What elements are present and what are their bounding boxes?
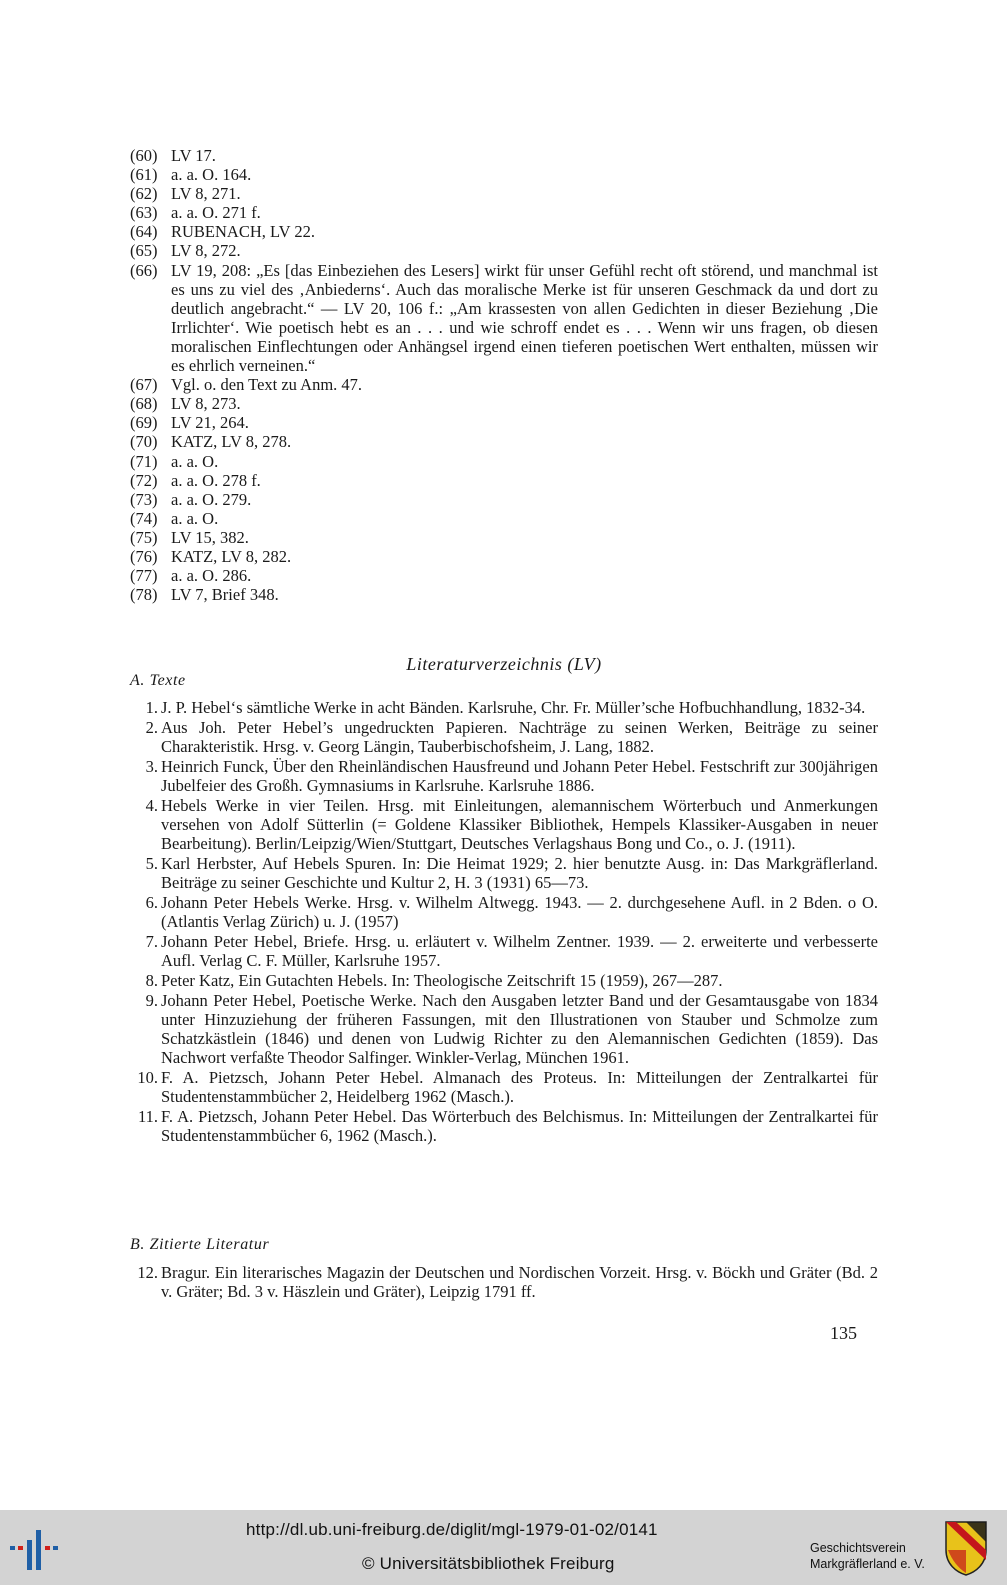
note-number: (77) bbox=[130, 566, 158, 586]
note-text: LV 19, 208: „Es [das Einbeziehen des Lesers] wirkt für unser Gefühl recht oft störend, und manchmal ist es uns zu viel des ‚Anbiederns‘. Auch das moralische Merke ist für unseren Geschmack da und dort zu deutlich angebracht.“ — LV 20, 106 f.: „Am krassesten von allen Gedichten in dieser Beziehung ‚Die Irrlichter‘. Wie poetisch hebt es an . . . und wie schroff endet es . . . Wenn wir uns fragen, ob diesen moralischen Einflechtungen oder Anhängsel irgend einen tieferen poetischen Wert enthalten, müssen wir es ehrlich verneinen.“ bbox=[171, 260, 878, 376]
note-number: (75) bbox=[130, 527, 158, 547]
note-number: (76) bbox=[130, 546, 158, 566]
note-text: a. a. O. 279. bbox=[171, 489, 252, 509]
entry-number: 4. bbox=[145, 796, 158, 815]
bibliography-entry bbox=[130, 1263, 878, 1301]
entry-text: Bragur. Ein literarisches Magazin der Deutschen und Nordischen Vorzeit. Hrsg. v. Böckh und Gräter (Bd. 2 v. Gräter; Bd. 3 v. Häszlein und Gräter), Leipzig 1791 ff. bbox=[161, 1263, 878, 1301]
entry-text: Peter Katz, Ein Gutachten Hebels. In: Theologische Zeitschrift 15 (1959), 267—287. bbox=[161, 971, 723, 990]
note-text: a. a. O. 278 f. bbox=[171, 470, 261, 490]
note-text: a. a. O. 286. bbox=[171, 566, 252, 586]
note bbox=[130, 413, 878, 432]
entry-text: F. A. Pietzsch, Johann Peter Hebel. Almanach des Proteus. In: Mitteilungen der Zentralkartei für Studentenstammbücher 2, Heidelberg 1962 (Masch.). bbox=[161, 1068, 878, 1106]
society-name-line1: Geschichtsverein bbox=[810, 1541, 906, 1555]
society-name bbox=[810, 1540, 925, 1572]
bibliography-entry bbox=[130, 718, 878, 756]
entry-text: Johann Peter Hebel, Poetische Werke. Nach den Ausgaben letzter Band und der Gesamtausgabe von 1834 unter Hinzuziehung der früheren Fassungen, mit den Illustrationen von Stauber und Schmolze zum Schatzkästlein (1846) und denen von Ludwig Richter zu den Alemannischen Gedichten (1859). Das Nachwort verfaßte Theodor Salfinger. Winkler-Verlag, München 1961. bbox=[161, 991, 878, 1067]
entry-number: 11. bbox=[137, 1107, 158, 1126]
entry-text: Aus Joh. Peter Hebel’s ungedruckten Papieren. Nachträge zu seinen Werken, Beiträge zu seiner Charakteristik. Hrsg. v. Georg Längin, Tauberbischofsheim, J. Lang, 1882. bbox=[161, 718, 878, 756]
note bbox=[130, 165, 878, 184]
bibliography-entry bbox=[130, 1107, 878, 1145]
section-a-label: A. Texte bbox=[130, 672, 186, 689]
note-text: KATZ, LV 8, 278. bbox=[171, 432, 292, 452]
bibliography-entry bbox=[130, 971, 878, 990]
bibliography-heading: Literaturverzeichnis (LV) bbox=[406, 654, 602, 674]
entry-number: 9. bbox=[145, 991, 158, 1010]
note-number: (73) bbox=[130, 489, 158, 509]
note bbox=[130, 547, 878, 566]
society-name-line2: Markgräflerland e. V. bbox=[810, 1557, 925, 1571]
page-number: 135 bbox=[830, 1323, 857, 1343]
note-number: (66) bbox=[130, 260, 158, 280]
endnotes bbox=[130, 146, 878, 604]
note bbox=[130, 566, 878, 585]
footer-bar bbox=[0, 1510, 1007, 1585]
bibliography-entry bbox=[130, 893, 878, 931]
note bbox=[130, 184, 878, 203]
entry-number: 1. bbox=[145, 698, 158, 717]
note-text: LV 8, 273. bbox=[171, 394, 241, 414]
entry-text: Heinrich Funck, Über den Rheinländischen Hausfreund und Johann Peter Hebel. Festschrift zur 300jährigen Jubelfeier des Großh. Gymnasiums in Karlsruhe. Karlsruhe 1886. bbox=[161, 757, 878, 795]
entry-number: 6. bbox=[145, 893, 158, 912]
library-logo-icon bbox=[10, 1526, 64, 1570]
section-a-entries bbox=[130, 698, 878, 1146]
section-b-label: B. Zitierte Literatur bbox=[130, 1236, 270, 1253]
entry-number: 12. bbox=[137, 1263, 158, 1282]
bibliography-entry bbox=[130, 1068, 878, 1106]
note-text: LV 17. bbox=[171, 146, 216, 165]
entry-number: 5. bbox=[145, 854, 158, 873]
note bbox=[130, 394, 878, 413]
note bbox=[130, 452, 878, 471]
note bbox=[130, 585, 878, 604]
note-number: (72) bbox=[130, 470, 158, 490]
note-number: (61) bbox=[130, 165, 158, 185]
note-text: LV 21, 264. bbox=[171, 413, 249, 433]
bibliography-entry bbox=[130, 796, 878, 853]
note-text: a. a. O. bbox=[171, 508, 219, 528]
note-number: (60) bbox=[130, 146, 158, 165]
coat-of-arms-icon bbox=[944, 1520, 988, 1576]
note bbox=[130, 241, 878, 260]
note-text: a. a. O. 271 f. bbox=[171, 203, 261, 223]
note bbox=[130, 432, 878, 451]
note bbox=[130, 261, 878, 376]
note bbox=[130, 471, 878, 490]
note-text: KATZ, LV 8, 282. bbox=[171, 546, 292, 566]
note-number: (70) bbox=[130, 432, 158, 452]
note-text: LV 7, Brief 348. bbox=[171, 585, 279, 605]
note-number: (64) bbox=[130, 222, 158, 242]
note-text: a. a. O. bbox=[171, 451, 219, 471]
note-text: a. a. O. 164. bbox=[171, 165, 252, 185]
note bbox=[130, 490, 878, 509]
note bbox=[130, 222, 878, 241]
note bbox=[130, 375, 878, 394]
note bbox=[130, 509, 878, 528]
bibliography-entry bbox=[130, 698, 878, 717]
entry-text: F. A. Pietzsch, Johann Peter Hebel. Das Wörterbuch des Belchismus. In: Mitteilungen der Zentralkartei für Studentenstammbücher 6, 1962 (Masch.). bbox=[161, 1107, 878, 1145]
note-text: LV 8, 272. bbox=[171, 241, 241, 261]
note-number: (65) bbox=[130, 241, 158, 261]
note-text: LV 8, 271. bbox=[171, 184, 241, 204]
entry-number: 7. bbox=[145, 932, 158, 951]
note-text: Vgl. o. den Text zu Anm. 47. bbox=[171, 375, 363, 395]
note-number: (78) bbox=[130, 585, 158, 605]
entry-number: 3. bbox=[145, 757, 158, 776]
entry-text: J. P. Hebel‘s sämtliche Werke in acht Bänden. Karlsruhe, Chr. Fr. Müller’sche Hofbuchhandlung, 1832-34. bbox=[161, 698, 866, 717]
note-text: LV 15, 382. bbox=[171, 527, 249, 547]
note-number: (69) bbox=[130, 413, 158, 433]
document-url-link[interactable]: http://dl.ub.uni-freiburg.de/diglit/mgl-1979-01-02/0141 bbox=[246, 1520, 658, 1539]
note-number: (68) bbox=[130, 394, 158, 414]
note-text: RUBENACH, LV 22. bbox=[171, 222, 315, 242]
note-number: (67) bbox=[130, 375, 158, 395]
entry-text: Johann Peter Hebels Werke. Hrsg. v. Wilhelm Altwegg. 1943. — 2. durchgesehene Aufl. in 2 Bden. o O. (Atlantis Verlag Zürich) u. J. (1957) bbox=[161, 893, 878, 931]
copyright-text: © Universitätsbibliothek Freiburg bbox=[362, 1554, 615, 1573]
section-b-entries bbox=[130, 1263, 878, 1302]
bibliography-entry bbox=[130, 854, 878, 892]
note-number: (74) bbox=[130, 508, 158, 528]
note bbox=[130, 203, 878, 222]
entry-number: 10. bbox=[137, 1068, 158, 1087]
entry-text: Hebels Werke in vier Teilen. Hrsg. mit Einleitungen, alemannischem Wörterbuch und Anmerkungen versehen von Adolf Sütterlin (= Goldene Klassiker Bibliothek, Hempels Klassiker-Ausgaben in neuer Bearbeitung). Berlin/Leipzig/Wien/Stuttgart, Deutsches Verlagshaus Bong und Co., o. J. (1911). bbox=[161, 796, 878, 853]
bibliography-entry bbox=[130, 932, 878, 970]
note bbox=[130, 146, 878, 165]
note bbox=[130, 528, 878, 547]
entry-number: 8. bbox=[145, 971, 158, 990]
note-number: (71) bbox=[130, 451, 158, 471]
note-number: (63) bbox=[130, 203, 158, 223]
entry-number: 2. bbox=[145, 718, 158, 737]
entry-text: Karl Herbster, Auf Hebels Spuren. In: Die Heimat 1929; 2. hier benutzte Ausg. in: Das Markgräflerland. Beiträge zu seiner Geschichte und Kultur 2, H. 3 (1931) 65—73. bbox=[161, 854, 878, 892]
note-number: (62) bbox=[130, 184, 158, 204]
entry-text: Johann Peter Hebel, Briefe. Hrsg. u. erläutert v. Wilhelm Zentner. 1939. — 2. erweiterte und verbesserte Aufl. Verlag C. F. Müller, Karlsruhe 1957. bbox=[161, 932, 878, 970]
bibliography-entry bbox=[130, 757, 878, 795]
bibliography-entry bbox=[130, 991, 878, 1067]
